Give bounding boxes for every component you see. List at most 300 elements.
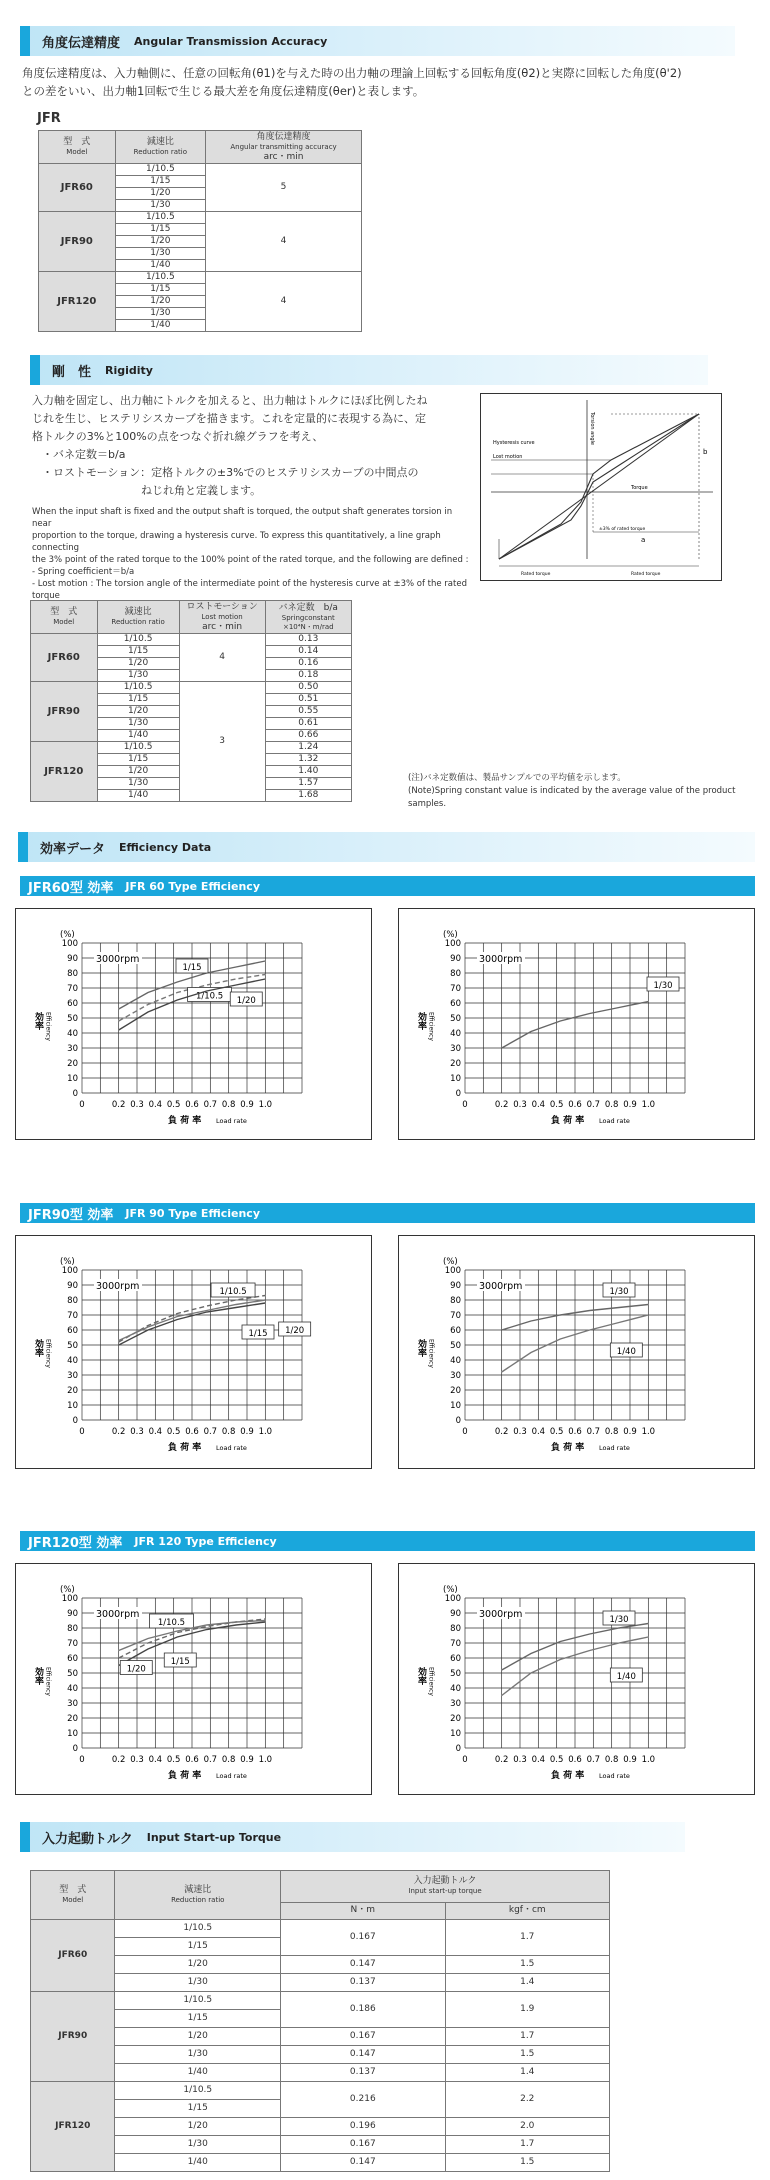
rpm-label: 3000rpm [96, 1609, 140, 1620]
accuracy-cell: 4 [206, 212, 362, 272]
y-tick-label: 90 [67, 1281, 78, 1291]
x-tick-label: 0.8 [221, 1100, 236, 1110]
x-tick-label: 0.3 [513, 1755, 527, 1765]
ratio-cell: 1/20 [115, 296, 205, 308]
table-row [39, 212, 362, 224]
y-tick-label: 70 [450, 1639, 461, 1649]
x-tick-label: 1.0 [641, 1427, 656, 1437]
x-tick-label: 0.7 [586, 1427, 601, 1437]
y-axis-label-en: Efficiency [427, 1339, 435, 1368]
section-title-en: Input Start-up Torque [146, 1830, 282, 1844]
y-tick-label: 80 [67, 1624, 78, 1634]
ratio-cell: 1/15 [115, 284, 205, 296]
y-tick-label: 100 [61, 1594, 78, 1604]
kgf-cell: 1.7 [445, 2136, 609, 2154]
rig-en-line: - Lost motion : The torsion angle of the intermediate point of the hysteresis curve at ±3% of the rated torque [32, 579, 467, 601]
x-tick-label: 0 [79, 1755, 85, 1765]
kgf-cell: 1.5 [445, 1956, 609, 1974]
x-axis-label-en: Load rate [216, 1772, 247, 1780]
y-axis-label-en: Efficiency [427, 1012, 435, 1041]
efficiency-chart-jfr60-right [398, 908, 755, 1140]
y-tick-label: 60 [450, 999, 461, 1009]
table-row [31, 2082, 610, 2100]
section-title-jp: 角度伝達精度 [42, 35, 121, 51]
nm-cell: 0.186 [281, 1992, 445, 2028]
x-tick-label: 0.5 [166, 1427, 181, 1437]
col-model: 型 式 Model [31, 601, 98, 634]
ratio-cell: 1/15 [97, 694, 179, 706]
y-tick-label: 40 [67, 1356, 78, 1366]
y-axis-label: 効率 [416, 1012, 426, 1030]
chart-svg [16, 909, 371, 1139]
table-row [31, 1956, 610, 1974]
spring-cell: 0.18 [265, 670, 351, 682]
x-tick-label: 0.4 [148, 1427, 163, 1437]
x-axis-label: 負 荷 率 [551, 1443, 585, 1453]
spring-cell: 0.14 [265, 646, 351, 658]
y-tick-label: 80 [67, 969, 78, 979]
series-label: 1/20 [285, 1326, 305, 1336]
rigidity-note [408, 772, 770, 811]
nm-cell: 0.167 [281, 2028, 445, 2046]
ratio-cell: 1/15 [97, 646, 179, 658]
rpm-label: 3000rpm [479, 954, 523, 965]
efficiency-chart-jfr90-right [398, 1235, 755, 1469]
ratio-cell: 1/30 [115, 2046, 281, 2064]
ratio-cell: 1/20 [97, 766, 179, 778]
y-tick-label: 30 [67, 1371, 78, 1381]
label-lost-motion: Lost motion [493, 454, 523, 460]
x-tick-label: 0.4 [531, 1100, 546, 1110]
section-marker [20, 1822, 30, 1852]
rpm-label: 3000rpm [479, 1609, 523, 1620]
kgf-cell: 1.7 [445, 1920, 609, 1956]
series-label: 1/20 [126, 1664, 146, 1675]
series-label: 1/15 [248, 1329, 268, 1339]
kgf-cell: 1.4 [445, 1974, 609, 1992]
col-ratio: 減速比 Reduction ratio [97, 601, 179, 634]
section-title-jp: 剛 性 [52, 364, 92, 380]
x-tick-label: 0 [462, 1427, 468, 1437]
x-axis-label-en: Load rate [599, 1117, 630, 1125]
rpm-label: 3000rpm [96, 954, 140, 965]
x-tick-label: 1.0 [258, 1755, 273, 1765]
kgf-cell: 1.7 [445, 2028, 609, 2046]
ratio-cell: 1/10.5 [115, 164, 205, 176]
spring-cell: 0.13 [265, 634, 351, 646]
y-tick-label: 70 [450, 984, 461, 994]
ratio-cell: 1/30 [97, 718, 179, 730]
x-tick-label: 0 [462, 1755, 468, 1765]
ratio-cell: 1/20 [115, 2028, 281, 2046]
y-tick-label: 50 [67, 1669, 78, 1679]
nm-cell: 0.137 [281, 1974, 445, 1992]
col-spring: バネ定数 b/a Springconstant ×10⁴N・m/rad [265, 601, 351, 634]
y-axis-label-en: Efficiency [44, 1339, 52, 1368]
spring-cell: 0.51 [265, 694, 351, 706]
y-tick-label: 90 [67, 1609, 78, 1619]
x-tick-label: 0.3 [513, 1427, 527, 1437]
y-tick-label: 90 [67, 954, 78, 964]
ratio-cell: 1/15 [97, 754, 179, 766]
nm-cell: 0.167 [281, 2136, 445, 2154]
ratio-cell: 1/15 [115, 176, 205, 188]
section-title-jp: 効率データ [40, 841, 106, 857]
y-tick-label: 80 [450, 969, 461, 979]
y-tick-label: 60 [67, 1654, 78, 1664]
ratio-cell: 1/20 [97, 706, 179, 718]
model-cell: JFR60 [31, 634, 98, 682]
y-tick-label: 0 [455, 1416, 461, 1426]
x-tick-label: 0.5 [549, 1100, 564, 1110]
ratio-cell: 1/20 [115, 1956, 281, 1974]
y-tick-label: 0 [72, 1089, 78, 1099]
efficiency-chart-jfr120-right [398, 1563, 755, 1795]
spring-cell: 1.68 [265, 790, 351, 802]
x-axis-label-en: Load rate [599, 1444, 630, 1452]
ratio-cell: 1/15 [115, 224, 205, 236]
table-row [39, 272, 362, 284]
rigidity-description-en [32, 506, 472, 602]
section-header-startup [20, 1822, 685, 1852]
label-3pct: ±3% of rated torque [599, 527, 646, 532]
rig-en-line: When the input shaft is fixed and the output shaft is torqued, the output shaft generates torsion in near [32, 507, 453, 529]
accuracy-cell: 4 [206, 272, 362, 332]
y-tick-label: 100 [61, 939, 78, 949]
note-en: (Note)Spring constant value is indicated by the average value of the product samples. [408, 786, 736, 809]
subheader-jfr90: JFR90型 効率 JFR 90 Type Efficiency [20, 1203, 755, 1223]
series-label: 1/15 [182, 963, 202, 973]
kgf-cell: 2.0 [445, 2118, 609, 2136]
x-axis-label: 負 荷 率 [551, 1771, 585, 1781]
x-tick-label: 0.5 [166, 1100, 181, 1110]
accuracy-table [38, 130, 362, 332]
x-tick-label: 0.9 [623, 1427, 637, 1437]
x-tick-label: 0 [79, 1427, 85, 1437]
series-label: 1/15 [170, 1657, 190, 1667]
ratio-cell: 1/20 [115, 188, 205, 200]
x-tick-label: 0.7 [203, 1100, 218, 1110]
x-tick-label: 0.7 [203, 1427, 218, 1437]
x-tick-label: 0.6 [568, 1755, 582, 1765]
y-tick-label: 10 [450, 1401, 461, 1411]
nm-cell: 0.147 [281, 2154, 445, 2172]
section-title-en: Rigidity [105, 363, 153, 377]
y-tick-label: 0 [455, 1744, 461, 1754]
x-tick-label: 0.4 [531, 1427, 546, 1437]
rpm-label: 3000rpm [96, 1281, 140, 1292]
rpm-label: 3000rpm [479, 1281, 523, 1292]
y-tick-label: 30 [67, 1044, 78, 1054]
y-axis-label: 効率 [33, 1339, 43, 1357]
kgf-cell: 1.5 [445, 2046, 609, 2064]
kgf-cell: 2.2 [445, 2082, 609, 2118]
y-tick-label: 100 [61, 1266, 78, 1276]
table-row [31, 1974, 610, 1992]
x-tick-label: 1.0 [641, 1755, 656, 1765]
x-tick-label: 0.4 [148, 1100, 163, 1110]
rig-jp-line: ねじれ角と定義します。 [42, 484, 262, 497]
subheader-jfr120: JFR120型 効率 JFR 120 Type Efficiency [20, 1531, 755, 1551]
x-tick-label: 0.9 [623, 1100, 637, 1110]
x-tick-label: 0.6 [185, 1427, 199, 1437]
series-label: 1/20 [236, 996, 256, 1006]
y-tick-label: 40 [450, 1684, 461, 1694]
model-cell: JFR60 [39, 164, 116, 212]
x-tick-label: 0.8 [221, 1755, 236, 1765]
y-axis-label: 効率 [416, 1339, 426, 1357]
label-torque: Torque [631, 485, 648, 491]
ratio-cell: 1/20 [115, 2118, 281, 2136]
y-tick-label: 100 [444, 1594, 461, 1604]
ratio-cell: 1/10.5 [115, 2082, 281, 2100]
col-accuracy: 角度伝達精度 Angular transmitting accuracy arc・min [206, 131, 362, 164]
subheader-jfr60: JFR60型 効率 JFR 60 Type Efficiency [20, 876, 755, 896]
x-tick-label: 0.3 [513, 1100, 527, 1110]
y-tick-label: 60 [450, 1654, 461, 1664]
series-label: 1/10.5 [219, 1287, 247, 1297]
startup-torque-table [30, 1870, 610, 2172]
model-cell: JFR90 [39, 212, 116, 272]
y-unit-label: (%) [443, 1585, 458, 1595]
rig-en-line: proportion to the torque, drawing a hysteresis curve. To express this quantitatively, a line graph connecting [32, 531, 441, 553]
y-tick-label: 70 [450, 1311, 461, 1321]
table-row [31, 2118, 610, 2136]
ratio-cell: 1/30 [115, 1974, 281, 1992]
ratio-cell: 1/40 [97, 790, 179, 802]
y-tick-label: 80 [67, 1296, 78, 1306]
chart-svg [399, 1564, 754, 1794]
spring-cell: 1.32 [265, 754, 351, 766]
y-tick-label: 50 [67, 1341, 78, 1351]
note-jp: (注)バネ定数値は、製品サンプルでの平均値を示します。 [408, 773, 626, 783]
x-tick-label: 1.0 [258, 1427, 273, 1437]
y-tick-label: 50 [450, 1669, 461, 1679]
spring-cell: 0.66 [265, 730, 351, 742]
x-tick-label: 0.8 [604, 1427, 619, 1437]
y-tick-label: 70 [67, 1639, 78, 1649]
label-torsion-angle: Torsion angle [589, 412, 595, 446]
spring-cell: 0.16 [265, 658, 351, 670]
kgf-cell: 1.4 [445, 2064, 609, 2082]
model-cell: JFR60 [31, 1920, 115, 1992]
efficiency-chart-jfr90-left [15, 1235, 372, 1469]
y-tick-label: 10 [450, 1729, 461, 1739]
ratio-cell: 1/10.5 [97, 634, 179, 646]
y-tick-label: 40 [67, 1684, 78, 1694]
ratio-cell: 1/10.5 [115, 212, 205, 224]
series-label: 1/10.5 [157, 1618, 186, 1628]
y-tick-label: 40 [450, 1356, 461, 1366]
x-tick-label: 0.8 [604, 1100, 619, 1110]
ratio-cell: 1/40 [115, 320, 205, 332]
y-tick-label: 70 [67, 1311, 78, 1321]
model-cell: JFR90 [31, 682, 98, 742]
label-hysteresis: Hysteresis curve [493, 440, 535, 446]
y-tick-label: 50 [450, 1014, 461, 1024]
model-cell: JFR120 [31, 2082, 115, 2172]
y-axis-label-en: Efficiency [44, 1667, 52, 1696]
ratio-cell: 1/15 [115, 2010, 281, 2028]
x-axis-label: 負 荷 率 [551, 1116, 585, 1126]
nm-cell: 0.216 [281, 2082, 445, 2118]
nm-cell: 0.137 [281, 2064, 445, 2082]
ratio-cell: 1/15 [115, 2100, 281, 2118]
rigidity-description-jp [32, 392, 472, 500]
x-tick-label: 0.2 [494, 1427, 509, 1437]
label-a: a [641, 536, 646, 544]
model-cell: JFR120 [39, 272, 116, 332]
y-axis-label: 効率 [416, 1667, 426, 1685]
kgf-cell: 1.5 [445, 2154, 609, 2172]
series-label: 1/30 [609, 1287, 629, 1297]
y-tick-label: 90 [450, 1281, 461, 1291]
y-tick-label: 100 [444, 1266, 461, 1276]
efficiency-chart-jfr120-left [15, 1563, 372, 1795]
table-row [31, 2136, 610, 2154]
y-tick-label: 20 [67, 1714, 78, 1724]
series-label: 1/10.5 [195, 991, 224, 1002]
y-tick-label: 0 [72, 1744, 78, 1754]
col-nm: N・m [281, 1902, 445, 1920]
x-tick-label: 0.2 [111, 1100, 126, 1110]
chart-svg [16, 1564, 371, 1794]
ratio-cell: 1/10.5 [97, 682, 179, 694]
nm-cell: 0.147 [281, 1956, 445, 1974]
label-b: b [703, 448, 708, 456]
accuracy-cell: 5 [206, 164, 362, 212]
model-cell: JFR90 [31, 1992, 115, 2082]
nm-cell: 0.167 [281, 1920, 445, 1956]
y-unit-label: (%) [60, 1585, 75, 1595]
x-axis-label: 負 荷 率 [168, 1443, 202, 1453]
x-tick-label: 0.7 [203, 1755, 218, 1765]
rig-jp-line: 入力軸を固定し、出力軸にトルクを加えると、出力軸はトルクにほぼ比例したね [32, 394, 428, 407]
y-tick-label: 10 [67, 1401, 78, 1411]
x-axis-label-en: Load rate [216, 1117, 247, 1125]
rig-en-line: the 3% point of the rated torque to the 100% point of the rated torque, and the following are defined : [32, 555, 469, 565]
spring-cell: 1.24 [265, 742, 351, 754]
x-tick-label: 0.7 [586, 1100, 601, 1110]
rig-jp-line: じれを生じ、ヒステリシスカーブを描きます。これを定量的に表現する為に、定 [32, 412, 427, 425]
x-tick-label: 0.9 [240, 1100, 254, 1110]
table-row [39, 164, 362, 176]
ratio-cell: 1/30 [115, 2136, 281, 2154]
x-tick-label: 0.6 [185, 1100, 199, 1110]
hysteresis-diagram [480, 393, 722, 581]
table-row [31, 2154, 610, 2172]
x-tick-label: 0.5 [166, 1755, 181, 1765]
spring-cell: 1.57 [265, 778, 351, 790]
rig-jp-line: ・ロストモーション：定格トルクの±3%でのヒステリシスカーブの中間点の [42, 466, 419, 479]
spring-cell: 0.50 [265, 682, 351, 694]
ratio-cell: 1/30 [97, 778, 179, 790]
ratio-cell: 1/40 [115, 2064, 281, 2082]
hysteresis-svg [481, 394, 721, 580]
ratio-cell: 1/40 [115, 2154, 281, 2172]
chart-svg [399, 1236, 754, 1468]
x-tick-label: 0.3 [130, 1100, 144, 1110]
y-tick-label: 40 [67, 1029, 78, 1039]
section-header-angular [20, 26, 735, 56]
x-tick-label: 1.0 [641, 1100, 656, 1110]
lost-motion-cell: 3 [179, 682, 265, 802]
section-marker [18, 832, 28, 862]
ratio-cell: 1/40 [115, 260, 205, 272]
y-tick-label: 40 [450, 1029, 461, 1039]
label-rated-left: Rated torque [521, 572, 551, 577]
y-axis-label: 効率 [33, 1667, 43, 1685]
y-tick-label: 60 [67, 999, 78, 1009]
chart-svg [399, 909, 754, 1139]
jfr-label: JFR [37, 111, 61, 126]
y-tick-label: 30 [450, 1371, 461, 1381]
y-unit-label: (%) [443, 1257, 458, 1267]
y-tick-label: 80 [450, 1624, 461, 1634]
y-tick-label: 20 [450, 1714, 461, 1724]
x-tick-label: 0.9 [240, 1427, 254, 1437]
model-cell: JFR120 [31, 742, 98, 802]
x-tick-label: 0.4 [148, 1755, 163, 1765]
x-tick-label: 0.2 [494, 1100, 509, 1110]
ratio-cell: 1/30 [97, 670, 179, 682]
x-tick-label: 0.9 [240, 1755, 254, 1765]
section-header-rigidity [30, 355, 708, 385]
rig-jp-line: 格トルクの3%と100%の点をつなぐ折れ線グラフを考え、 [32, 430, 324, 443]
col-kgf: kgf・cm [445, 1902, 609, 1920]
x-tick-label: 0.3 [130, 1755, 144, 1765]
x-axis-label-en: Load rate [216, 1444, 247, 1452]
ratio-cell: 1/10.5 [115, 1920, 281, 1938]
y-tick-label: 20 [450, 1386, 461, 1396]
spring-cell: 0.61 [265, 718, 351, 730]
y-tick-label: 30 [450, 1044, 461, 1054]
label-rated-right: Rated torque [631, 572, 661, 577]
rigidity-table [30, 600, 352, 802]
x-axis-label: 負 荷 率 [168, 1771, 202, 1781]
x-tick-label: 0.8 [221, 1427, 236, 1437]
ratio-cell: 1/40 [97, 730, 179, 742]
y-tick-label: 60 [450, 1326, 461, 1336]
col-lost-motion: ロストモーション Lost motion arc・min [179, 601, 265, 634]
ratio-cell: 1/20 [97, 658, 179, 670]
x-tick-label: 0.7 [586, 1755, 601, 1765]
section-marker [30, 355, 40, 385]
y-tick-label: 10 [67, 1729, 78, 1739]
x-tick-label: 1.0 [258, 1100, 273, 1110]
y-tick-label: 90 [450, 1609, 461, 1619]
section-title-en: Angular Transmission Accuracy [134, 34, 328, 48]
table-row [31, 2064, 610, 2082]
ratio-cell: 1/30 [115, 308, 205, 320]
table-row [31, 634, 352, 646]
y-axis-label-en: Efficiency [44, 1012, 52, 1041]
y-tick-label: 10 [67, 1074, 78, 1084]
x-tick-label: 0.5 [549, 1755, 564, 1765]
spring-cell: 0.55 [265, 706, 351, 718]
table-row [31, 1992, 610, 2010]
x-tick-label: 0.6 [568, 1100, 582, 1110]
x-tick-label: 0.2 [111, 1755, 126, 1765]
col-ratio: 減速比 Reduction ratio [115, 131, 205, 164]
section-marker [20, 26, 30, 56]
angular-description [22, 64, 762, 100]
y-axis-label: 効率 [33, 1012, 43, 1030]
x-tick-label: 0.2 [111, 1427, 126, 1437]
ratio-cell: 1/30 [115, 248, 205, 260]
y-tick-label: 10 [450, 1074, 461, 1084]
table-row [31, 2028, 610, 2046]
